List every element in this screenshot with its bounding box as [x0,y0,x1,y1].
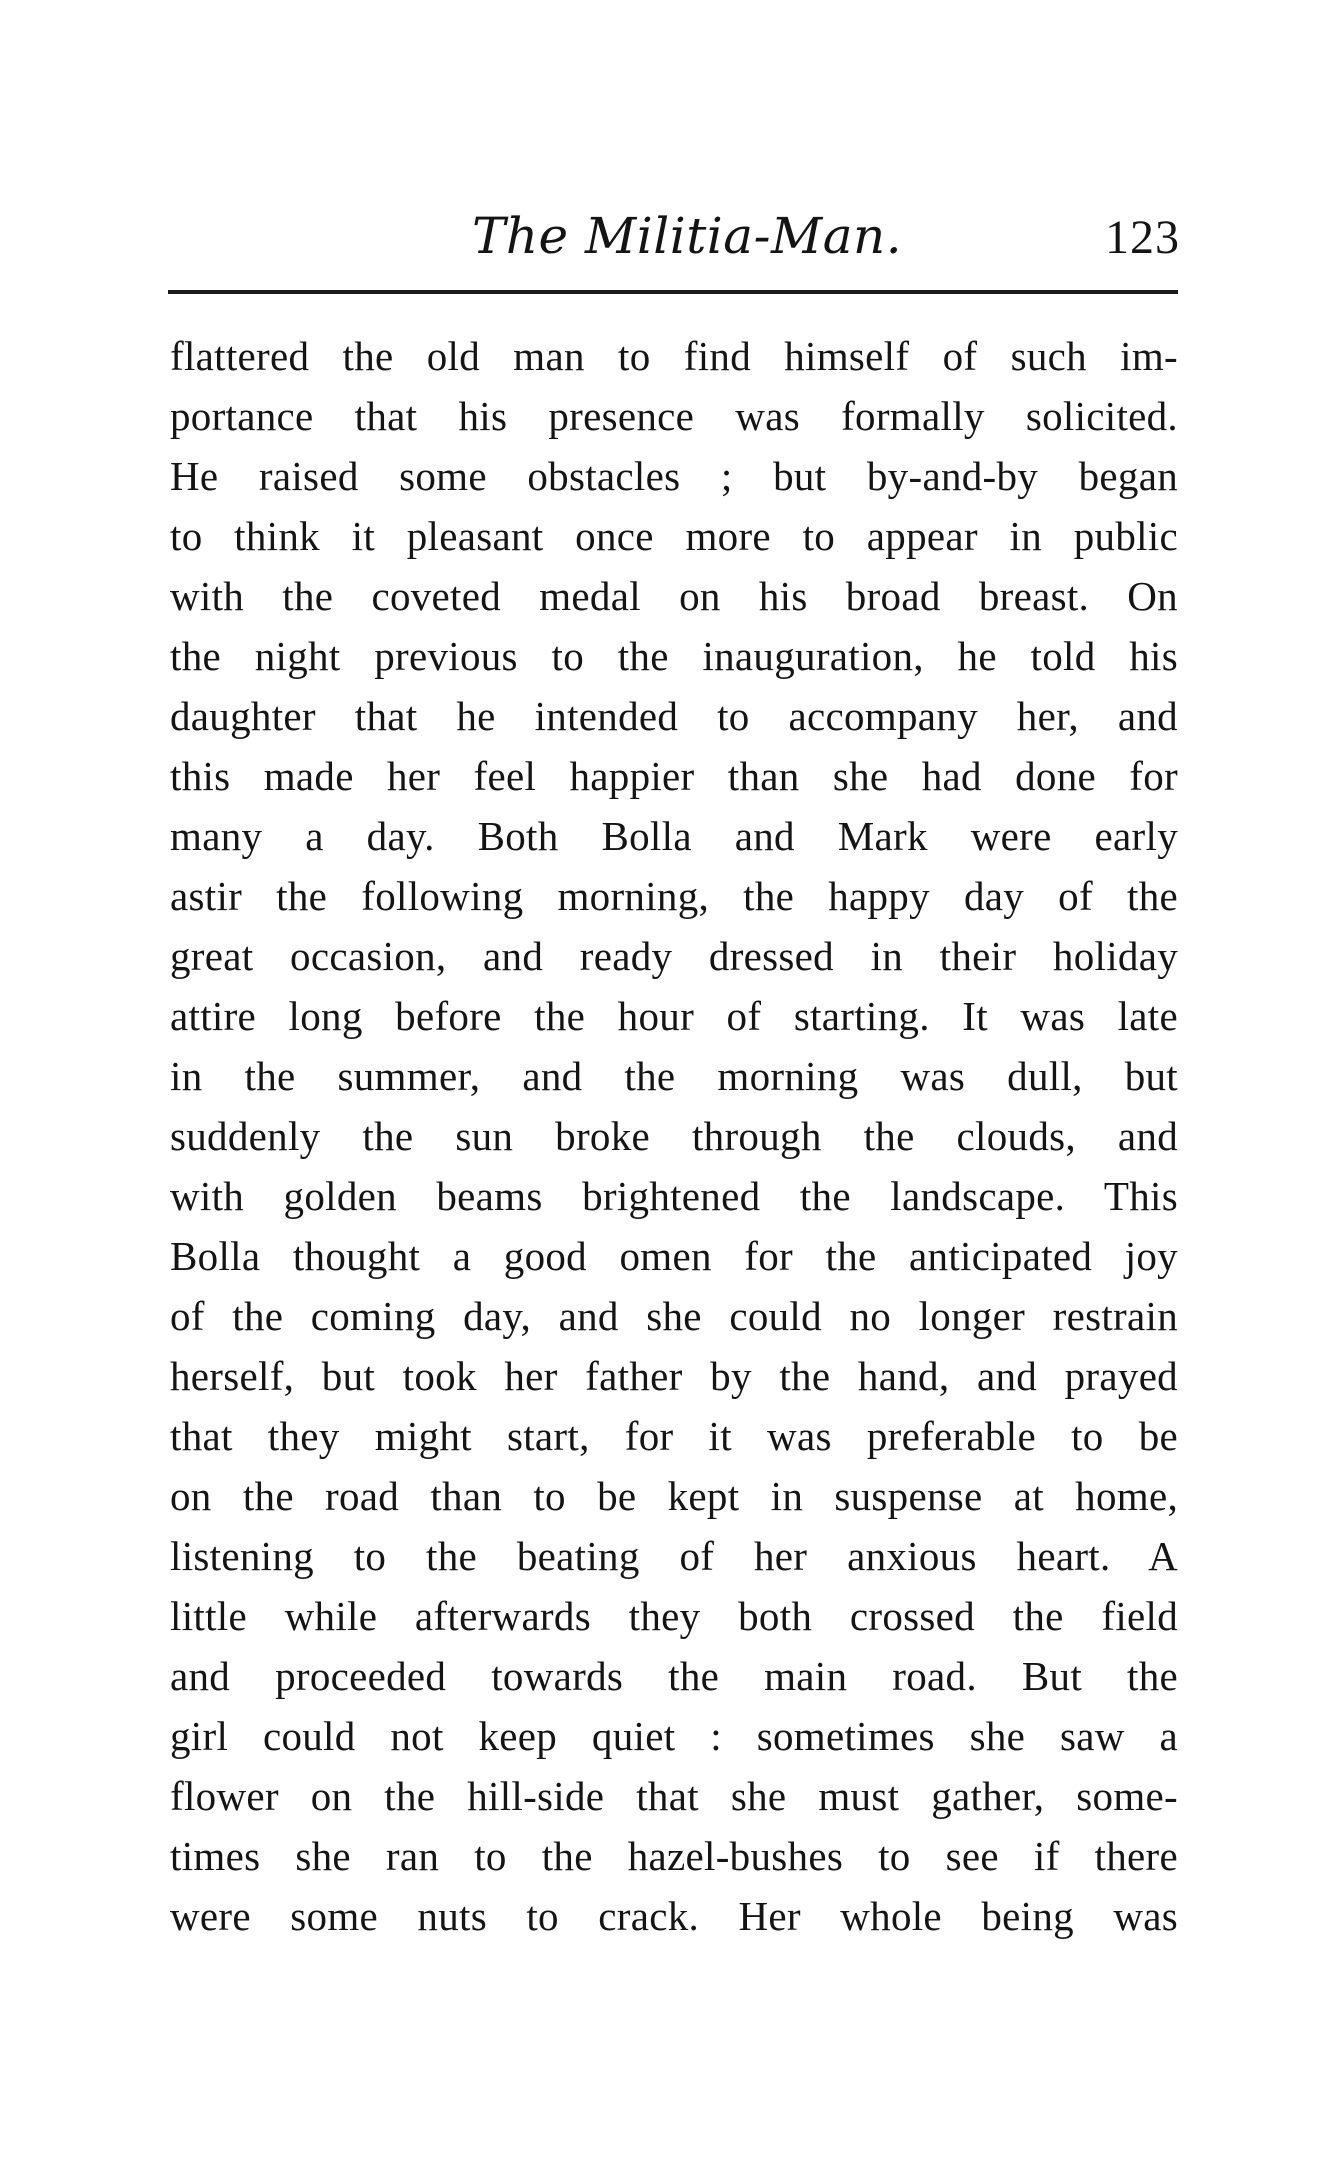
text-line: astir the following morning, the happy day of the [170,873,1178,919]
text-line: to think it pleasant once more to appear in public [170,513,1178,559]
text-line: flattered the old man to find himself of such im- [170,333,1178,379]
page-number: 123 [1105,211,1180,264]
text-line: girl could not keep quiet : sometimes she saw a [170,1713,1178,1759]
text-line: in the summer, and the morning was dull, but [170,1053,1178,1099]
text-line: with the coveted medal on his broad breast. On [170,573,1178,619]
text-line: many a day. Both Bolla and Mark were early [170,813,1178,859]
running-title: The Militia-Man. [472,207,903,265]
text-line: that they might start, for it was preferable to be [170,1413,1178,1459]
text-line: times she ran to the hazel-bushes to see if there [170,1833,1178,1879]
text-line: daughter that he intended to accompany her, and [170,693,1178,739]
text-line: portance that his presence was formally solicited. [170,393,1178,439]
text-line: with golden beams brightened the landscape. This [170,1173,1178,1219]
text-line: suddenly the sun broke through the clouds, and [170,1113,1178,1159]
text-line: and proceeded towards the main road. But the [170,1653,1178,1699]
text-line: attire long before the hour of starting. It was late [170,993,1178,1039]
text-line: He raised some obstacles ; but by-and-by began [170,453,1178,499]
text-line: little while afterwards they both crossed the field [170,1593,1178,1639]
text-line: Bolla thought a good omen for the anticipated joy [170,1233,1178,1279]
text-line: of the coming day, and she could no longer restrain [170,1293,1178,1339]
text-line: on the road than to be kept in suspense at home, [170,1473,1178,1519]
text-line: listening to the beating of her anxious heart. A [170,1533,1178,1579]
text-line: great occasion, and ready dressed in their holiday [170,933,1178,979]
text-line: this made her feel happier than she had done for [170,753,1178,799]
body-text [170,326,1178,1946]
text-line: the night previous to the inauguration, he told his [170,633,1178,679]
text-line: were some nuts to crack. Her whole being was [170,1893,1178,1939]
text-line: flower on the hill-side that she must gather, some- [170,1773,1178,1819]
header-rule [168,290,1178,294]
text-line: herself, but took her father by the hand, and prayed [170,1353,1178,1399]
